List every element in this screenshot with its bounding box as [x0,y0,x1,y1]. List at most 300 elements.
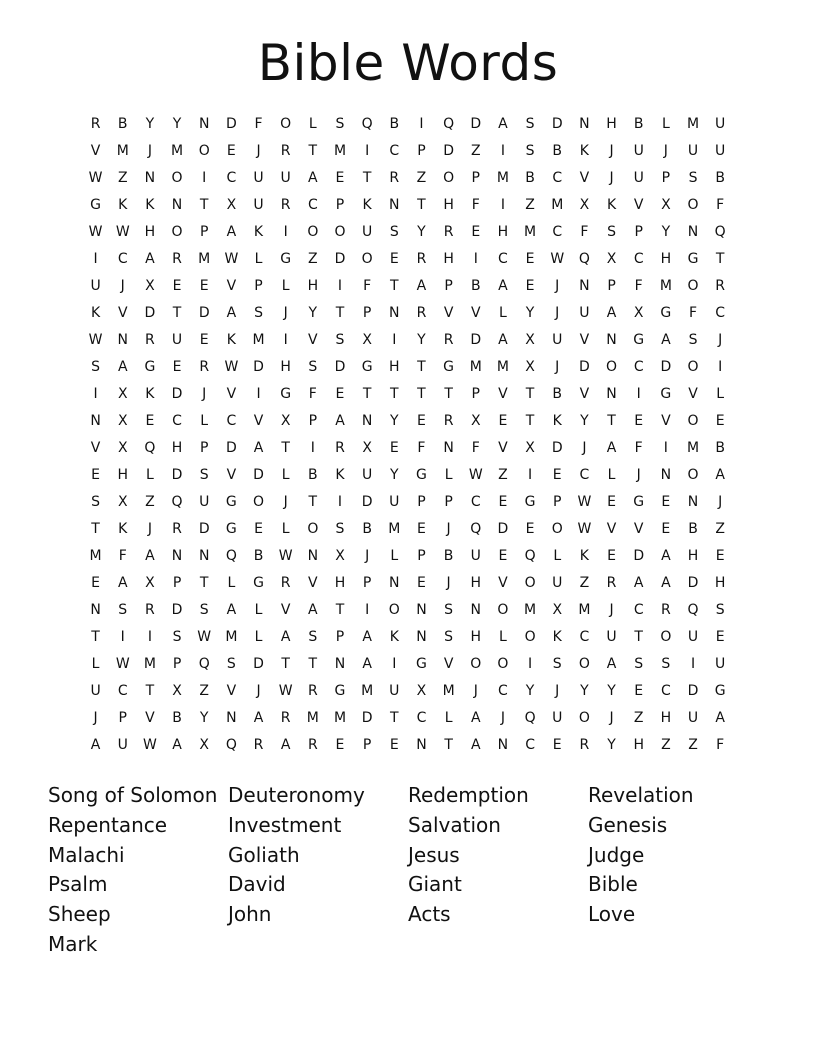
grid-letter: D [171,467,183,483]
grid-letter: U [687,629,699,645]
grid-letter: A [117,359,128,375]
grid-letter: S [525,116,535,132]
grid-letter: T [362,170,372,186]
grid-letter: S [308,359,318,375]
grid-letter: G [144,359,156,375]
grid-letter: F [580,224,589,240]
grid-letter: V [280,602,291,618]
grid-letter: A [470,710,481,726]
grid-letter: O [578,656,590,672]
grid-letter: E [417,413,426,429]
grid-letter: J [473,683,478,699]
grid-letter: V [226,278,237,294]
grid-letter: N [90,413,101,429]
grid-letter: D [334,251,346,267]
grid-letter: J [500,710,505,726]
grid-letter: Q [198,656,210,672]
grid-letter: M [361,683,374,699]
grid-letter: J [663,143,668,159]
grid-letter: E [715,548,725,564]
grid-letter: B [389,116,400,132]
grid-letter: N [579,278,590,294]
grid-letter: F [634,440,643,456]
grid-letter: T [199,575,209,591]
grid-letter: T [417,359,426,375]
grid-letter: K [145,386,155,402]
grid-letter: O [606,359,618,375]
grid-letter: T [172,305,182,321]
grid-letter: L [200,413,209,429]
grid-letter: S [607,224,616,240]
grid-letter: I [690,656,696,672]
grid-letter: H [633,737,644,753]
grid-letter: Y [417,332,426,348]
grid-letter: I [663,440,668,456]
grid-letter: X [117,413,128,429]
grid-letter: K [335,467,345,483]
grid-letter: Y [145,116,155,132]
grid-letter: A [253,710,264,726]
grid-letter: K [552,413,562,429]
grid-letter: Z [633,710,644,726]
grid-letter: E [661,521,671,537]
grid-letter: L [281,521,290,537]
grid-letter: N [660,467,672,483]
grid-row [82,381,734,408]
grid-letter: H [171,440,183,456]
grid-letter: F [471,440,480,456]
grid-letter: G [280,251,292,267]
grid-letter: N [90,602,101,618]
grid-letter: S [226,656,236,672]
grid-letter: R [416,251,427,267]
grid-letter: C [660,683,671,699]
grid-letter: C [307,197,318,213]
grid-letter: V [90,143,101,159]
grid-letter: H [280,359,291,375]
grid-letter: C [633,359,644,375]
grid-letter: N [389,575,400,591]
grid-letter: A [145,251,155,267]
word-list-item: Judge [588,842,645,867]
grid-letter: U [389,494,400,510]
grid-letter: X [117,440,128,456]
grid-letter: S [254,305,263,321]
grid-letter: T [308,656,318,672]
grid-letter: W [550,251,565,267]
grid-letter: O [307,224,319,240]
grid-letter: A [661,575,671,591]
grid-row [82,138,734,165]
word-list [48,781,768,960]
grid-letter: N [171,197,183,213]
grid-letter: L [499,629,507,645]
grid-letter: U [171,332,183,348]
grid-letter: Z [498,467,508,483]
grid-letter: O [443,170,455,186]
grid-letter: C [498,251,508,267]
grid-letter: M [442,683,455,699]
grid-row [82,327,734,354]
grid-letter: N [334,656,346,672]
grid-letter: G [361,359,373,375]
grid-letter: D [253,359,264,375]
grid-letter: W [577,494,592,510]
grid-row [82,597,734,624]
grid-letter: P [172,575,182,591]
grid-letter: S [444,629,454,645]
grid-letter: T [308,143,318,159]
grid-letter: Y [525,305,535,321]
grid-letter: J [365,548,370,564]
grid-letter: E [226,143,236,159]
grid-letter: E [335,170,345,186]
grid-letter: O [307,521,319,537]
grid-letter: W [88,224,103,240]
grid-letter: T [607,413,616,429]
grid-letter: J [555,359,560,375]
grid-letter: N [579,116,590,132]
grid-letter: Z [715,521,725,537]
grid-letter: K [606,197,617,213]
grid-letter: V [498,575,508,591]
grid-letter: P [172,656,182,672]
grid-letter: R [172,251,182,267]
grid-letter: L [607,467,616,483]
grid-letter: A [226,602,237,618]
grid-letter: A [362,656,372,672]
grid-letter: B [470,278,481,294]
grid-letter: D [660,359,672,375]
grid-letter: P [199,224,209,240]
grid-letter: P [553,494,562,510]
grid-letter: V [633,197,644,213]
grid-letter: H [660,251,672,267]
grid-letter: H [497,224,509,240]
grid-letter: P [417,548,426,564]
grid-letter: E [417,521,426,537]
grid-letter: Y [390,467,399,483]
grid-letter: V [579,386,590,402]
grid-letter: Q [578,251,590,267]
grid-letter: B [362,521,372,537]
grid-letter: C [498,683,508,699]
grid-letter: V [226,683,237,699]
grid-letter: M [116,143,129,159]
grid-letter: B [552,143,563,159]
grid-letter: D [334,359,346,375]
grid-letter: A [606,440,617,456]
grid-letter: A [470,737,481,753]
grid-letter: T [390,278,399,294]
grid-letter: W [278,548,293,564]
grid-row [82,192,734,219]
grid-letter: W [468,467,483,483]
grid-letter: R [389,170,400,186]
grid-row [82,678,734,705]
grid-letter: P [417,143,426,159]
grid-letter: L [716,386,725,402]
grid-letter: Z [199,683,209,699]
grid-letter: P [335,197,345,213]
grid-letter: H [334,575,346,591]
grid-letter: W [197,629,212,645]
grid-letter: J [93,710,98,726]
grid-letter: V [498,386,508,402]
grid-letter: O [198,143,210,159]
grid-letter: T [199,197,209,213]
grid-letter: N [389,305,400,321]
grid-letter: R [416,305,427,321]
grid-letter: M [551,197,564,213]
grid-letter: H [443,251,454,267]
grid-letter: K [90,305,101,321]
grid-letter: X [335,548,345,564]
grid-letter: P [254,278,263,294]
grid-letter: E [471,224,481,240]
grid-letter: R [145,602,155,618]
grid-letter: D [253,467,264,483]
grid-letter: R [307,737,318,753]
grid-letter: T [390,386,399,402]
grid-letter: A [308,170,318,186]
grid-letter: A [498,278,508,294]
grid-letter: S [688,170,698,186]
grid-letter: E [525,521,535,537]
grid-letter: A [226,305,237,321]
grid-letter: T [91,521,100,537]
grid-letter: M [524,602,537,618]
grid-letter: K [552,629,562,645]
grid-letter: M [333,710,347,726]
word-list-item: Psalm [48,872,108,897]
grid-letter: X [525,332,535,348]
grid-letter: V [145,710,155,726]
grid-letter: S [389,224,399,240]
grid-letter: P [335,629,345,645]
grid-letter: O [334,224,346,240]
word-list-item: Revelation [588,783,694,807]
word-list-item: Giant [408,872,462,897]
grid-letter: S [308,629,318,645]
grid-letter: O [687,467,699,483]
grid-letter: P [362,575,372,591]
grid-letter: E [199,278,209,294]
grid-letter: I [256,386,261,402]
grid-letter: W [224,359,239,375]
grid-letter: T [91,629,100,645]
grid-letter: E [254,521,263,537]
grid-letter: Q [361,116,373,132]
grid-letter: X [633,305,644,321]
grid-letter: S [444,602,454,618]
grid-letter: W [88,170,103,186]
grid-letter: J [256,683,261,699]
grid-letter: C [226,170,237,186]
grid-letter: A [606,305,617,321]
grid-row [82,489,734,516]
grid-letter: S [634,656,644,672]
grid-letter: O [687,197,699,213]
grid-letter: W [577,521,592,537]
grid-letter: E [389,251,399,267]
grid-row [82,705,734,732]
grid-letter: I [93,251,98,267]
grid-letter: E [199,332,209,348]
grid-letter: U [715,116,726,132]
grid-letter: R [443,332,454,348]
grid-letter: W [88,332,103,348]
grid-letter: X [416,683,427,699]
grid-letter: G [416,656,427,672]
letter-grid [82,111,734,759]
grid-letter: D [470,332,482,348]
grid-letter: E [498,413,508,429]
grid-letter: N [416,737,427,753]
grid-letter: L [553,548,562,564]
grid-letter: I [283,332,288,348]
grid-letter: S [525,143,535,159]
grid-letter: R [280,197,291,213]
grid-letter: X [199,737,209,753]
word-list-item: Genesis [588,812,668,837]
grid-letter: P [362,737,372,753]
grid-letter: M [388,521,401,537]
grid-letter: D [171,386,183,402]
grid-letter: X [172,683,182,699]
word-list-item: Love [588,902,636,927]
grid-letter: X [552,602,563,618]
grid-letter: S [688,332,698,348]
grid-letter: J [446,575,451,591]
grid-letter: E [389,737,399,753]
grid-letter: S [335,332,345,348]
grid-row [82,516,734,543]
grid-letter: X [117,386,128,402]
grid-letter: O [687,278,699,294]
grid-letter: Q [225,737,237,753]
grid-letter: M [686,440,700,456]
grid-letter: U [199,494,210,510]
grid-letter: I [718,359,723,375]
grid-letter: E [498,548,508,564]
grid-letter: S [172,629,182,645]
grid-letter: L [281,278,290,294]
grid-letter: P [634,224,643,240]
grid-letter: S [661,656,671,672]
grid-letter: D [253,656,264,672]
grid-letter: B [443,548,454,564]
grid-letter: Q [171,494,183,510]
grid-row [82,246,734,273]
grid-letter: A [715,710,725,726]
grid-letter: C [172,413,182,429]
grid-letter: B [715,440,725,456]
grid-letter: V [308,332,318,348]
grid-letter: U [90,683,101,699]
grid-letter: V [90,440,101,456]
grid-letter: B [172,710,182,726]
grid-letter: S [335,521,345,537]
word-list-item: Bible [588,872,638,897]
grid-letter: A [308,602,318,618]
grid-letter: N [117,332,128,348]
grid-row [82,543,734,570]
grid-letter: U [715,656,726,672]
grid-letter: E [661,494,671,510]
grid-letter: S [552,656,562,672]
grid-letter: O [280,116,292,132]
grid-letter: K [145,197,155,213]
grid-letter: O [578,710,590,726]
grid-letter: C [552,170,563,186]
grid-letter: K [579,143,589,159]
grid-letter: K [389,629,399,645]
grid-letter: I [419,116,424,132]
grid-letter: J [446,521,451,537]
grid-letter: S [91,494,101,510]
grid-letter: I [147,629,152,645]
grid-letter: H [144,224,156,240]
grid-letter: P [607,278,616,294]
grid-letter: O [660,629,672,645]
grid-letter: M [89,548,102,564]
grid-letter: I [365,143,370,159]
grid-letter: G [633,332,645,348]
grid-letter: N [171,548,183,564]
grid-letter: Q [714,224,726,240]
grid-letter: R [280,143,291,159]
grid-letter: O [687,359,699,375]
grid-letter: J [582,440,587,456]
grid-letter: O [524,629,536,645]
grid-letter: D [687,575,699,591]
grid-letter: U [552,710,563,726]
grid-letter: A [253,440,264,456]
grid-letter: M [333,143,347,159]
grid-letter: X [525,359,535,375]
grid-letter: R [335,440,345,456]
grid-letter: A [117,575,128,591]
grid-letter: D [225,116,237,132]
grid-row [82,435,734,462]
grid-letter: T [145,683,155,699]
grid-letter: C [579,467,590,483]
grid-row [82,651,734,678]
grid-letter: T [281,656,290,672]
grid-letter: X [525,440,535,456]
grid-letter: H [389,359,400,375]
grid-row [82,732,734,759]
grid-letter: W [224,251,239,267]
grid-letter: D [579,359,590,375]
grid-letter: B [525,170,535,186]
grid-letter: C [579,629,590,645]
grid-row [82,624,734,651]
grid-letter: Y [199,710,209,726]
grid-letter: O [497,602,509,618]
grid-letter: J [147,143,152,159]
grid-letter: A [280,629,291,645]
grid-letter: F [417,440,426,456]
grid-letter: V [688,386,698,402]
grid-letter: U [280,170,291,186]
grid-letter: C [633,251,644,267]
grid-letter: U [362,224,373,240]
grid-letter: G [225,521,237,537]
grid-letter: R [253,737,264,753]
grid-letter: G [443,359,455,375]
